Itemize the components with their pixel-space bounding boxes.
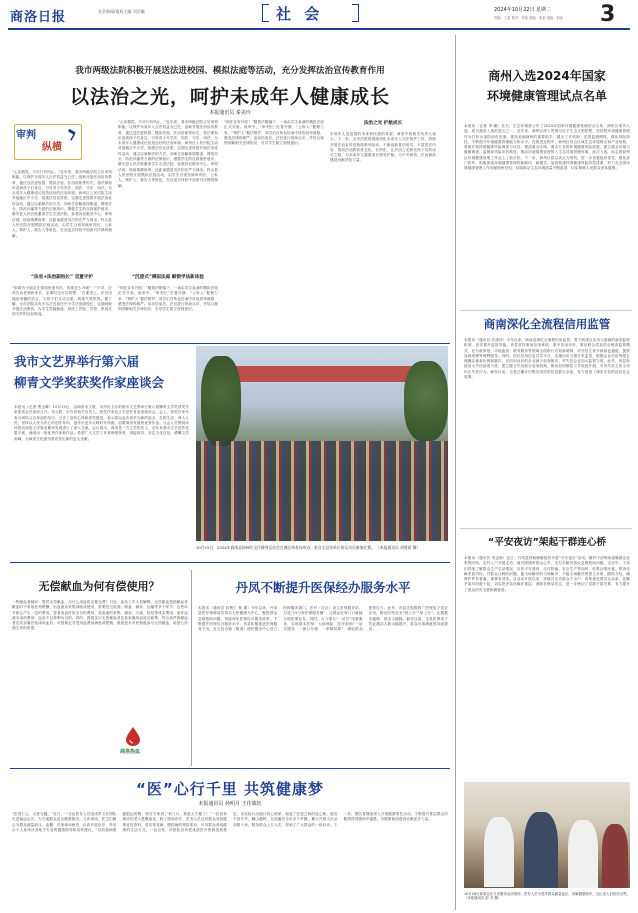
lead-sub1: “法官+法治副校长” 双重守护: [30, 275, 94, 280]
photo2-caption-text: 10月16日商某社区义诊服务活动现场，医务人员为老年群众测量血压、讲解健康知识，社区老人们纷纷点赞。: [464, 892, 630, 896]
blood-donation-stamp: [118, 724, 178, 760]
badge-title: 审判: [16, 130, 36, 141]
opinion-headline: 无偿献血为何有偿使用？: [38, 580, 160, 593]
column-divider-right: [455, 35, 456, 910]
section-bracket-right: [352, 4, 359, 22]
lead-headline: 以法治之光，呵护未成年人健康成长: [69, 86, 390, 108]
reform-headline: 商南深化全流程信用监管: [483, 317, 611, 331]
env-body: 本报讯（记者 李 曦）近日，生态环境部公布了2024年国家环境健康管理试点名单，商州区成功入选，成为我省入选的县区之一。近年来，商州区深入贯彻习近平生态文明思想，坚持把环境健康管理作为打好污染防治攻坚战、建设美丽商州的重要抓手，健全工作机制，完善监测网络，强化风险防控，不断提升环境健康管理能力和水平。在推进过程中，商州区结合区域生态环境特点和产业结构，系统开展环境健康风险调查与评估，摸清重点区域、重点行业的环境健康风险底数，建立健全环境与健康调查、监测和风险评估制度，推动环境健康管理纳入生态环境管理体系。此次入选，标志着商州区环境健康管理工作迈上了新台阶。下一步，商州区将以试点为契机，进一步加强组织领导，强化部门协作，积极探索环境健康管理的新路径、新模式，加快构建环境健康风险防控体系，努力为全国环境健康管理工作贡献商州经验，持续推动生态环境质量不断改善，切实保障人民群众身体健康。: [464, 124, 630, 171]
bottom-headline: “医”心行千里 共筑健康梦: [136, 780, 324, 798]
lead-body-col3: “现在宣布开庭！”随着法槌落下，一场由学生参演的模拟法庭正式开庭。庭审中，“审判长”沉着冷静，“公诉人”据理力争，“辩护人”据法辩护，同学们在角色扮演中体验庭审流程，感受法律的威严。活动结束后，法官进行现场点评，并结合案例讲解相关法律知识，引导学生树立规则意识。: [224, 120, 324, 146]
photo1-caption-text: 10月15日，2024年商南县柿柿红全民健身运动会在城区体育场举办，来自全县各单位的运动员参加比赛。: [196, 545, 375, 550]
lead-body3: “现在宣布开庭！”随着法槌落下，一场由学生参演的模拟法庭正式开庭。庭审中，“审判长”沉着冷静，“公诉人”据理力争，“辩护人”据法辩护，同学们在角色扮演中体验庭审流程，感受法律的威严。活动结束后，法官进行现场点评，并结合案例讲解相关法律知识，引导学生树立规则意识。: [118, 286, 218, 312]
section-title: 社 会: [276, 5, 324, 23]
masthead: [0, 0, 638, 30]
sports-meet-photo: [196, 346, 448, 541]
lead-body-col1: “心存敬畏，方可行有所止。”近年来，我市两级法院立足审判职能，以保护未成年人合法权益为己任，创新开展法治宣传教育，通过送法进校园、模拟法庭、法治讲座等形式，将法律知识送到孩子们身边，引导青少年学法、知法、守法、用法，为未成年人健康成长营造良好的法治环境。商州区人民法院主动对接辖区中小学，组建法官宣讲团，定期走进校园开展法治宣传活动，通过以案释法的方式，向师生讲解校园欺凌、网络安全、防范诈骗等方面的法律知识，增强学生的自我保护意识。镇安县人民法院邀请学生走进法院，参观诉讼服务中心、审判法庭，现场观摩庭审，近距离感受司法的庄严与神圣。柞水县人民法院开展模拟法庭活动，由学生分别扮演审判长、公诉人、辩护人、被告人等角色，在沉浸式体验中加深对法律的理解。: [12, 170, 112, 238]
masthead-rule: [8, 28, 630, 30]
clinic-bottom-rule: [10, 768, 450, 769]
lead-sub3: 法治之光 护航成长: [363, 121, 403, 126]
lead-body4: 未成年人是祖国的未来和民族的希望。商洛中院相关负责人表示，下一步，全市法院将继续深化未成年人司法保护工作，持续开展法治宣传进校园系列活动，不断创新普法形式、丰富普法内容，推动法治教育常态化、长效化，让法治之光照亮孩子们的成长之路，为未成年人健康成长保驾护航，为平安商洛、法治商洛建设贡献法院力量。: [330, 132, 436, 163]
lead-body2: “如果有小朋友在校园里欺负你，你要怎么办呢？”“不对，应该告诉老师和家长，必要时还可以报警。”在课堂上，法官用通俗易懂的语言，与孩子们互动交流，现场气氛热烈。据了解，全市法院共有多名法官担任中小学法治副校长，定期到校开展法治教育，为学生答疑解惑，形成了法院、学校、家庭共同守护的良好格局。: [12, 286, 112, 317]
lead-byline: 本报通讯员 秦美玲: [209, 110, 251, 116]
volunteer-body: 本报讯（通讯员 宋忠涛）近日，丹凤县铁峪铺镇组织开展“平安夜访”活动，镇村干部利用夜晚群众在家的时间，走村入户开展走访，面对面倾听群众心声，实打实解决群众急难愁盼问题。走访中，干部们详细了解群众生产生活情况，宣传平安建设、反诈防骗、安全生产等知识，收集社情民意，排查化解矛盾纠纷。对群众反映的问题，能当场解决的当场解决，不能当场解决的建立台账、限时办结，确保件件有着落、事事有回音。自活动开展以来，该镇共走访群众千余户，收集意见建议百余条，化解矛盾纠纷数十起，切实把矛盾化解在基层、消除在萌芽状态，进一步密切了党群干群关系，有力提升了群众的安全感和满意度。: [464, 556, 630, 592]
photo-banner: [226, 366, 416, 382]
clinic-headline: 丹凤不断提升医保经办服务水平: [235, 580, 411, 595]
photo-tree: [201, 356, 241, 446]
clinic-photo: [464, 782, 630, 888]
photo2-credit: （本报通讯员 彭 芬 摄）: [464, 896, 502, 901]
photo2-person-2: [524, 812, 558, 888]
editors-line: 责编：王某 校对：李某 美编：张某 组版：刘某: [494, 16, 564, 20]
photo2-person-1: [484, 817, 514, 887]
bottom-body: “医者仁心，大爱无疆。”近日，一支由医务人员组成的义诊团队走进偏远山区，为当地群众送去健康服务。义诊现场，医生们耐心为群众测量血压、血糖，详细询问病史，认真开展诊疗，并结合个人身体状况给予专业的健康指导和用药建议。“以前看病要跑很远的路，现在专家到了家门口，真是太方便了！”一位前来就诊的老人感慨地说。除了现场诊疗，医务人员还向群众发放健康宣传资料，普及常见病、慢性病的预防知识，引导群众养成健康的生活方式。一直以来，该团队坚持把优质医疗资源送到基层，用实际行动践行初心使命，架起了医患之间的连心桥。他们不辞辛劳、翻山越岭，足迹遍布全市多个乡镇，累计开展义诊活动数十场，服务群众上万人次，得到了广大群众的一致好评。下一步，团队将继续深入开展健康帮扶活动，不断提升基层群众的健康获得感和幸福感，为健康商洛建设贡献更多力量。: [12, 812, 448, 832]
blood-drop-icon: [124, 726, 142, 750]
stamp-label: 商洛热血: [120, 749, 141, 755]
lit-headline-1: 我市文艺界举行第六届: [14, 354, 140, 369]
env-bottom-rule: [460, 310, 632, 311]
reform-bottom-rule: [460, 528, 632, 529]
env-headline-1: 商州入选2024年国家: [488, 69, 606, 83]
judicial-badge: [12, 120, 86, 164]
badge-subtitle: 纵横: [42, 142, 62, 153]
issue-date: 2024年10月22日 星期二: [494, 7, 552, 13]
gavel-icon: [66, 126, 80, 145]
lit-headline-2: 柳青文学奖获奖作家座谈会: [14, 375, 165, 390]
photo1-credit: （本报通讯员 胡建斌 摄）: [376, 545, 421, 550]
lead-kicker: 我市两级法院积极开展送法进校园、模拟法庭等活动，充分发挥法治宣传教育作用: [75, 66, 385, 76]
masthead-department: 社会新闻/值班主编 刘芸珊: [98, 9, 145, 14]
page-number: 3: [600, 2, 616, 27]
env-headline-2: 环境健康管理试点名单: [486, 89, 607, 103]
bottom-byline: 本报通讯员 孙明月 王佳姝钰: [198, 801, 262, 807]
lead-bottom-rule: [10, 343, 450, 344]
section-bracket-left: [262, 4, 269, 22]
photo-crowd: [196, 441, 448, 541]
reform-body: 本报讯（通讯员 代建萍）今年以来，商南县深化全流程信用监管，着力构建以信用为基础的新型监管机制，切实提升监管效能。该县坚持事前信用承诺、事中信用评价、事后联合奖惩的全链条监管模式，在行政审批、市场监管、税务服务等领域全面推行告知承诺制，对守信主体开辟绿色通道，提供容缺受理等便利服务。同时，依托信用信息共享平台，实施信用分级分类监管，根据企业信用等级合理确定抽查比例和频次，对信用良好的企业减少检查频次，对失信企业加大监管力度。此外，该县持续加大失信惩戒力度，建立健全失信联合惩戒机制，推动信用修复工作规范开展，引导失信主体主动纠正失信行为。截至目前，全县已累计归集各类信用信息数万余条，有力营造了诚实守信的良好社会氛围。: [464, 338, 630, 380]
photo-tree-right: [404, 361, 448, 441]
opinion-divider: [191, 570, 192, 766]
masthead-logo: 商洛日报: [10, 10, 67, 25]
photo2-person-3: [568, 820, 598, 888]
clinic-body: 本报讯（通讯员 贺利仁 杨 瑾）今年以来，丹凤县医疗保障局坚持以人民健康为中心，聚焦群众急难愁盼问题，持续深化医保经办服务改革，不断提升医保经办服务水平。该县积极推进医保服务下沉，在全县各镇（街道）便民服务中心设立医保服务窗口，在村（社区）设立医保服务站，打造“15分钟医保服务圈”，让群众在家门口就能办理医保业务。同时，大力推行“一站式”结算服务，实现基本医保、大病保险、医疗救助“一站式服务、一窗口办理、一单制结算”，减轻群众垫资压力。此外，该县还积极推广医保电子凭证应用，推动医保业务“网上办”“掌上办”，让数据多跑路、群众少跑腿。截至目前，全县医保电子凭证激活人数大幅提升，群众办事满意度持续提高。: [198, 606, 448, 632]
photo2-caption: [464, 892, 630, 901]
photo1-caption: [196, 545, 448, 550]
opinion-body: 一些献血者疑问：既然无偿献血，为什么用血时还要交费？对此，血站工作人员解释，无偿献血是指献血者献血时不收取任何报酬，但血液从采集到临床使用，需要经过检测、制备、储存、运输等多个环节，这些环节都会产生一定的费用。患者用血时所支付的费用，是血液的采集、储存、分离、检验等成本费用，而非血液本身的费用，血站不以营利为目的。同时，我国实行无偿献血者及其家属用血返还政策，符合条件的献血者及其亲属在临床用血后，可按规定享受用血费用减免或报销，鼓励更多市民积极参与无偿献血，用爱心传递生命的希望。: [12, 600, 188, 631]
photo2-person-4: [602, 824, 628, 888]
lead-sub2: “沉浸式”模拟法庭 解锁学法新体验: [132, 275, 204, 280]
volunteer-headline: “平安夜访”架起干群连心桥: [487, 537, 607, 548]
lit-bottom-rule: [10, 562, 450, 563]
lead-body-col2: “心存敬畏，方可行有所止。”近年来，我市两级法院立足审判职能，以保护未成年人合法权益为己任，创新开展法治宣传教育，通过送法进校园、模拟法庭、法治讲座等形式，将法律知识送到孩子们身边，引导青少年学法、知法、守法、用法，为未成年人健康成长营造良好的法治环境。商州区人民法院主动对接辖区中小学，组建法官宣讲团，定期走进校园开展法治宣传活动，通过以案释法的方式，向师生讲解校园欺凌、网络安全、防范诈骗等方面的法律知识，增强学生的自我保护意识。镇安县人民法院邀请学生走进法院，参观诉讼服务中心、审判法庭，现场观摩庭审，近距离感受司法的庄严与神圣。柞水县人民法院开展模拟法庭活动，由学生分别扮演审判长、公诉人、辩护人、被告人等角色，在沉浸式体验中加深对法律的理解。: [118, 120, 218, 188]
lit-body: 本报讯（记者 贾宝峰）10月13日，由商洛市文联、市作协主办的我市文艺界举行第六届柳青文学奖获奖作家座谈会在商洛召开。市文联、市作协相关负责人，获奖作家及文学爱好者参加座谈会。会上，获奖作家代表分别结合自身创作经历，分享了创作心得和获奖感受，表示将以此次获奖为新的起点，扎根生活、深入人民，坚持以人民为中心的创作导向，创作出更多反映时代风貌、讴歌商洛发展的优秀作品。与会人员围绕如何推动商洛文学事业繁荣发展进行了深入交流。会议指出，商洛是一方文学的沃土，近年来我市文学创作成果丰硕，涌现出一批优秀作家和作品。希望广大文学工作者珍惜荣誉，再接再厉，坚定文化自信，勇攀文学高峰，为商洛文化强市建设作出新的更大贡献。: [14, 405, 189, 441]
